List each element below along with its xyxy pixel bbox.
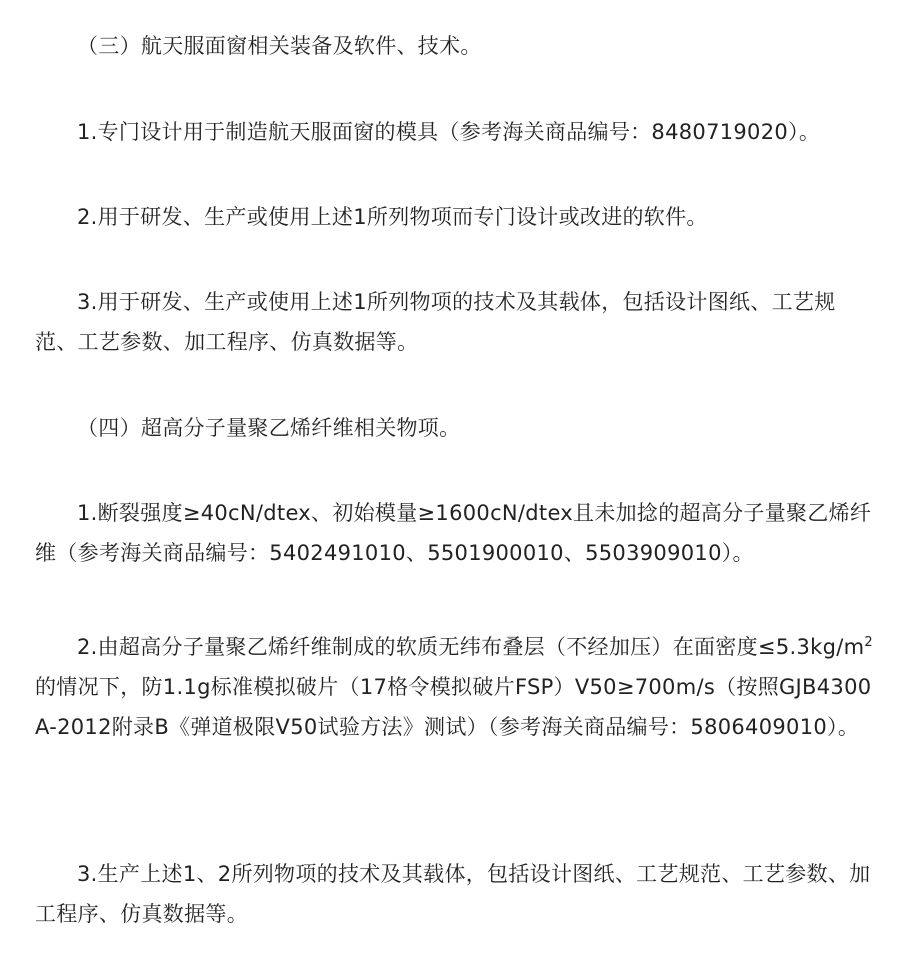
item-3-3: 3.用于研发、生产或使用上述1所列物项的技术及其载体，包括设计图纸、工艺规范、工艺参数、加工程序、仿真数据等。 xyxy=(35,290,836,354)
item-3-1: 1.专门设计用于制造航天服面窗的模具（参考海关商品编号：8480719020）。 xyxy=(77,120,821,144)
item-4-1: 1.断裂强度≥40cN/dtex、初始模量≥1600cN/dtex且未加捻的超高分子量聚乙烯纤维（参考海关商品编号：5402491010、5501900010、5503909010）。 xyxy=(35,501,872,565)
superscript-exponent: 2 xyxy=(864,635,873,650)
section-heading-4: （四）超高分子量聚乙烯纤维相关物项。 xyxy=(77,416,461,440)
item-4-2-text-a: 2.由超高分子量聚乙烯纤维制成的软质无纬布叠层（不经加压）在面密度≤5.3kg/m xyxy=(77,635,865,659)
item-4-2 xyxy=(35,627,878,747)
section-heading-3: （三）航天服面窗相关装备及软件、技术。 xyxy=(77,34,482,58)
item-4-2-text-b: 的情况下，防1.1g标准模拟破片（17格令模拟破片FSP）V50≥700m/s（按照GJB4300A-2012附录B《弹道极限V50试验方法》测试）（参考海关商品编号：5806409010）。 xyxy=(35,675,872,739)
item-4-3: 3.生产上述1、2所列物项的技术及其载体，包括设计图纸、工艺规范、工艺参数、加工程序、仿真数据等。 xyxy=(35,862,871,926)
item-3-2: 2.用于研发、生产或使用上述1所列物项而专门设计或改进的软件。 xyxy=(77,205,708,229)
